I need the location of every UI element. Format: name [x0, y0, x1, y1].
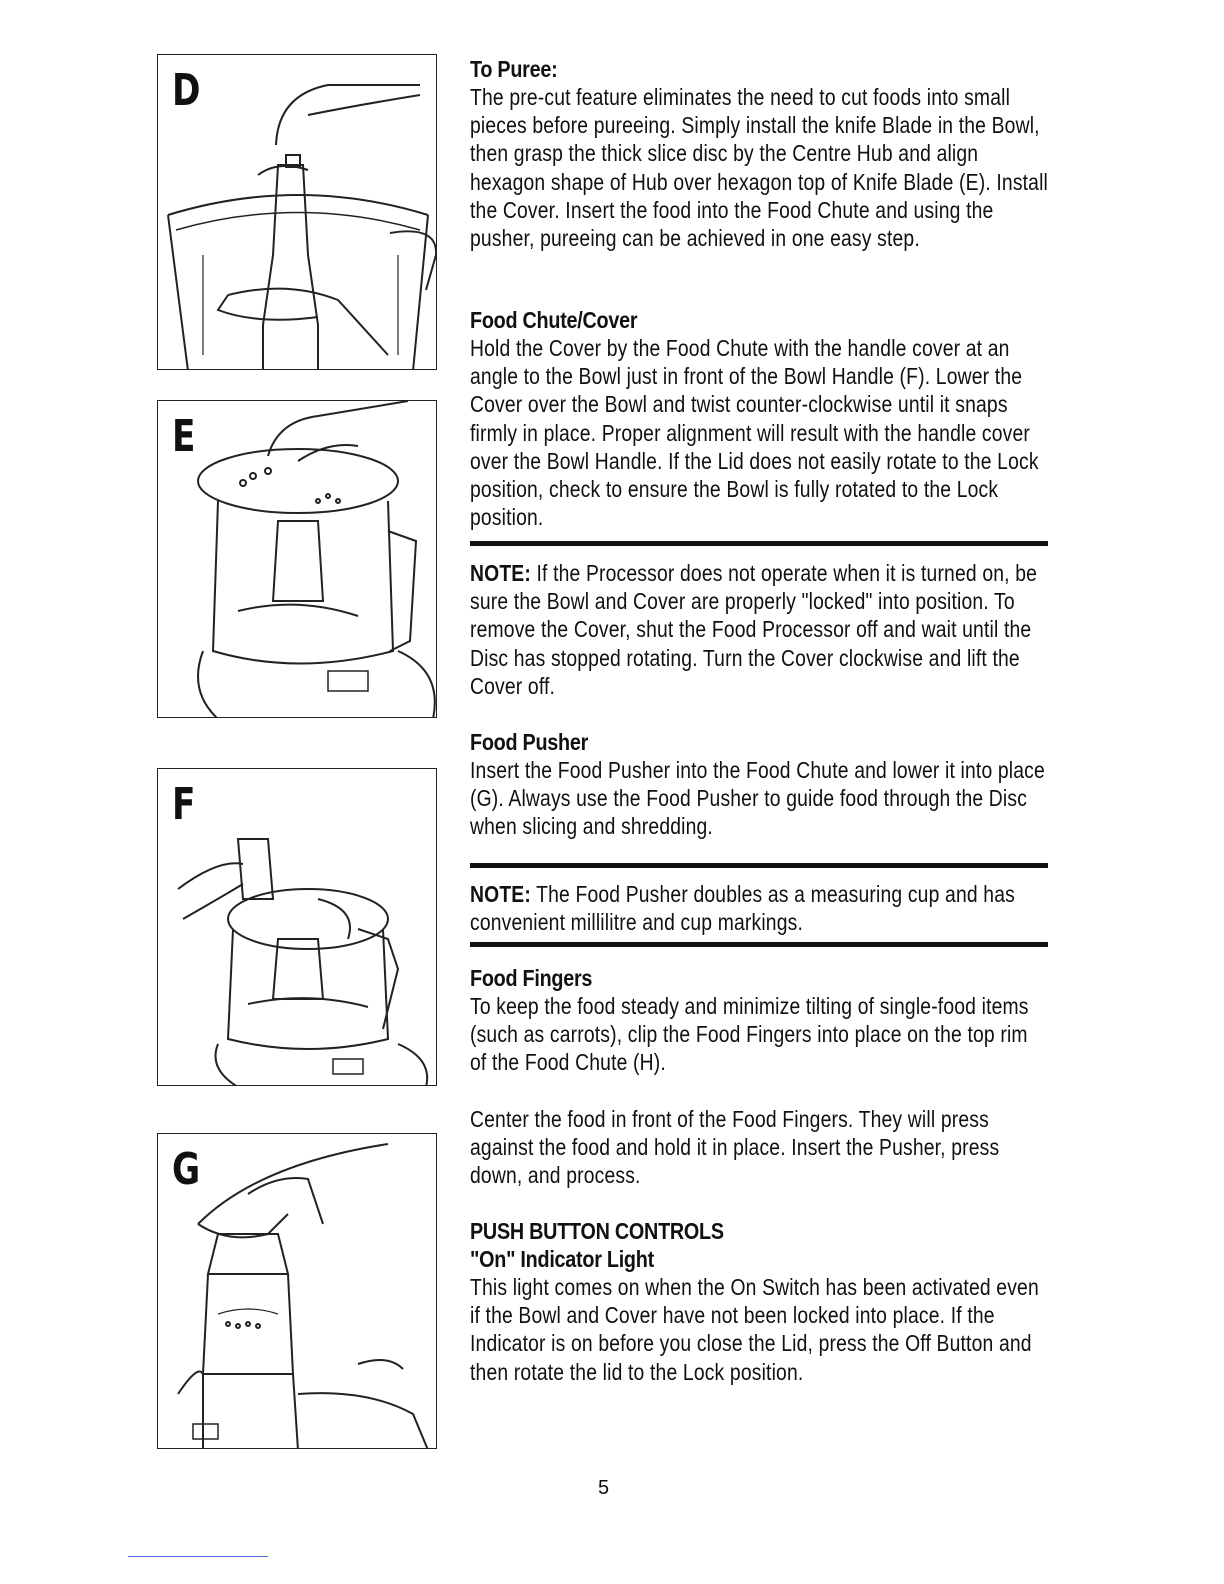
- puree-body: The pre-cut feature eliminates the need to cut foods into small pieces before pureeing. Simply install the knife Blade in the Bowl, then grasp the thick slice disc by the Centre Hub and align hexagon shape of Hub over hexagon top of Knife Blade (E). Install the Cover. Insert the food into the Food Chute and using the pusher, pureeing can be achieved in one easy step.: [470, 84, 1049, 252]
- section-note1: [470, 559, 1060, 700]
- controls-body: This light comes on when the On Switch has been activated even if the Bowl and Cover have not been locked into place. If the Indicator is on before you close the Lid, press the Off Button and then rotate the lid to the Lock position.: [470, 1274, 1039, 1385]
- footer-line: [128, 1556, 268, 1557]
- controls-subheading: "On" Indicator Light: [470, 1246, 654, 1272]
- note1-body: If the Processor does not operate when it is turned on, be sure the Bowl and Cover are properly "locked" into position. To remove the Cover, shut the Food Processor off and wait until the Disc has stopped rotating. Turn the Cover clockwise and lift the Cover off.: [470, 560, 1038, 699]
- pusher-heading: Food Pusher: [470, 729, 589, 755]
- figure-e-label: E: [172, 411, 196, 462]
- chute-heading: Food Chute/Cover: [470, 307, 638, 333]
- section-puree: [470, 55, 1060, 252]
- fingers-heading: Food Fingers: [470, 965, 593, 991]
- figure-f-label: F: [172, 779, 196, 830]
- fingers-body-2: Center the food in front of the Food Fingers. They will press against the food and hold it in place. Insert the Pusher, press down, and process.: [470, 1106, 1000, 1189]
- section-fingers-2: [470, 1105, 1060, 1190]
- figure-g-label: G: [172, 1144, 201, 1195]
- note2-text: [470, 880, 1050, 936]
- note1-top-rule: [470, 541, 1048, 546]
- figure-f-pusher: [157, 768, 437, 1086]
- figure-f-illustration: [158, 769, 437, 1086]
- section-controls: [470, 1217, 1060, 1386]
- note1-label: NOTE:: [470, 560, 531, 586]
- note2-bottom-rule: [470, 942, 1048, 947]
- figure-e-illustration: [158, 401, 437, 718]
- note2-top-rule: [470, 863, 1048, 868]
- figure-d-label: D: [172, 65, 201, 116]
- figure-e-cover: [157, 400, 437, 718]
- pusher-body: Insert the Food Pusher into the Food Chute and lower it into place (G). Always use the Food Pusher to guide food through the Disc when slicing and shredding.: [470, 757, 1045, 840]
- fingers-body: To keep the food steady and minimize tilting of single-food items (such as carrots), clip the Food Fingers into place on the top rim of the Food Chute (H).: [470, 993, 1029, 1076]
- chute-body: Hold the Cover by the Food Chute with the handle cover at an angle to the Bowl just in front of the Bowl Handle (F). Lower the Cover over the Bowl and twist counter-clockwise until it snaps firmly in place. Proper alignment will result with the handle cover over the Bowl Handle. If the Lid does not easily rotate to the Lock position, check to ensure the Bowl is fully rotated to the Lock position.: [470, 335, 1039, 531]
- note2-label: NOTE:: [470, 881, 531, 907]
- section-note2: [470, 880, 1060, 936]
- section-fingers: [470, 964, 1060, 1077]
- note1-text: [470, 559, 1050, 700]
- note2-body: The Food Pusher doubles as a measuring cup and has convenient millilitre and cup markings.: [470, 881, 1015, 936]
- figure-g-fingers: [157, 1133, 437, 1449]
- puree-heading: To Puree:: [470, 56, 558, 82]
- page-number: 5: [598, 1477, 610, 1499]
- section-chute-cover: [470, 306, 1060, 531]
- figure-d-knife-blade: [157, 54, 437, 370]
- section-pusher: [470, 728, 1060, 841]
- controls-heading: PUSH BUTTON CONTROLS: [470, 1218, 724, 1244]
